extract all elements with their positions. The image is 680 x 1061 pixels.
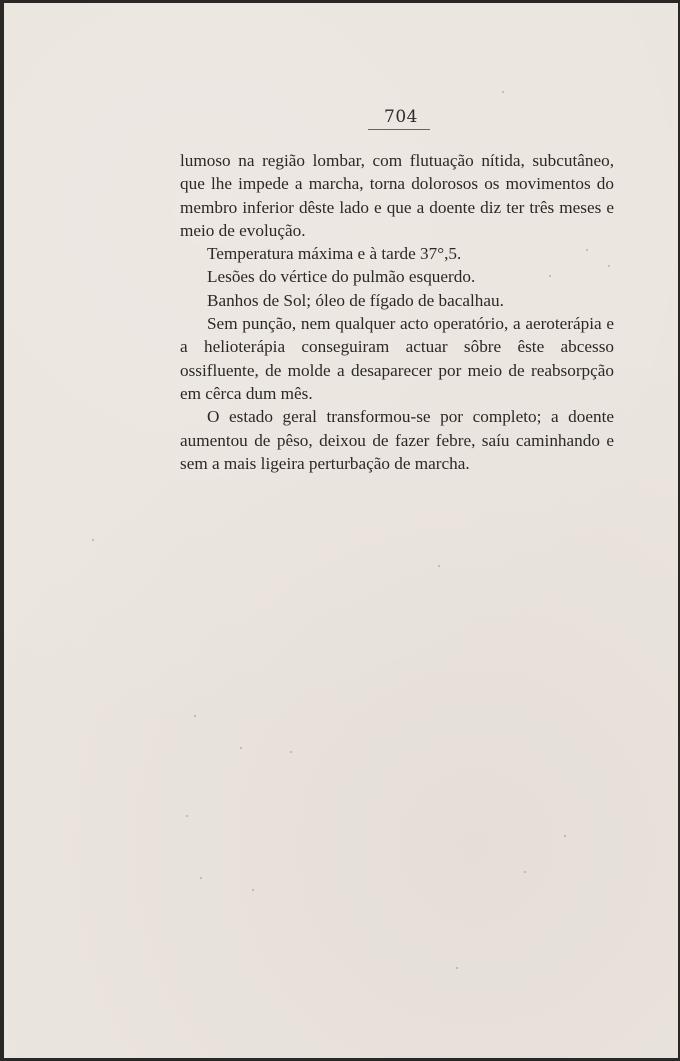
paper-speck (586, 249, 588, 251)
paper-speck (549, 275, 551, 277)
paper-speck (502, 91, 504, 93)
page-number: 704 (384, 107, 418, 127)
paper-speck (252, 889, 254, 891)
paper-speck (608, 265, 610, 267)
paper-speck (186, 815, 188, 817)
document-page (4, 3, 678, 1058)
paragraph-1: lumoso na região lombar, com flutuação nítida, subcutâneo, que lhe impede a marcha, torna dolorosos os movimentos do membro inferior dêste lado e que a doente diz ter três meses e meio de evolução. (180, 151, 614, 240)
paragraph-6: O estado geral transformou-se por completo; a doente aumentou de pêso, deixou de fazer febre, saíu caminhando e sem a mais ligeira perturbação de marcha. (180, 407, 614, 473)
paragraph-3: Lesões do vértice do pulmão esquerdo. (207, 267, 476, 287)
paragraph-2: Temperatura máxima e à tarde 37°,5. (207, 244, 462, 264)
paper-speck (564, 835, 566, 837)
header-rule (368, 129, 430, 130)
paper-speck (524, 871, 526, 873)
paper-speck (92, 539, 94, 541)
paper-speck (290, 751, 292, 753)
body-text (180, 149, 614, 475)
paper-speck (194, 715, 196, 717)
paper-speck (438, 565, 440, 567)
paper-speck (200, 877, 202, 879)
paragraph-5: Sem punção, nem qualquer acto operatório, a aeroterápia e a helioterápia conseguiram actuar sôbre êste abcesso ossifluente, de molde a desaparecer por meio de reabsorpção em cêrca dum mês. (180, 314, 614, 403)
paragraph-4: Banhos de Sol; óleo de fígado de bacalhau. (207, 290, 504, 310)
paper-speck (240, 747, 242, 749)
paper-speck (456, 967, 458, 969)
